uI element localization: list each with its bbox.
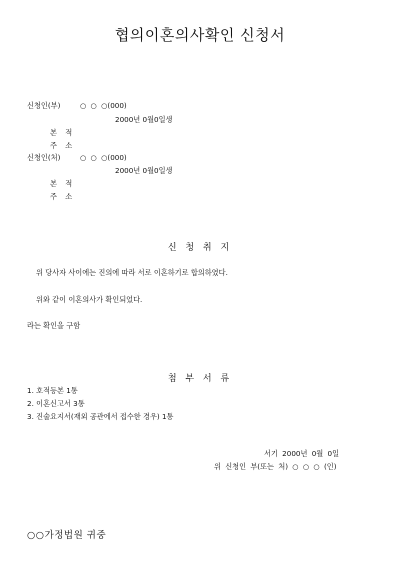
applicant-wife-birth: 2000년 0월0일생 <box>115 166 173 175</box>
purpose-line-2: 위와 같이 이혼의사가 확인되었다. <box>36 295 143 304</box>
attachments-heading: 첨 부 서 류 <box>167 374 233 384</box>
attachment-item: 3. 진술요지서(재외 공관에서 접수한 경우) 1통 <box>27 412 174 421</box>
signature-signer: 위 신청인 부(또는 처) ○ ○ ○ (인) <box>214 462 337 471</box>
applicant-husband-address-label: 주 소 <box>50 141 73 150</box>
applicant-wife-domicile-label: 본 적 <box>50 179 73 188</box>
attachment-item: 2. 이혼신고서 3통 <box>27 399 85 408</box>
applicant-wife-address-label: 주 소 <box>50 192 73 201</box>
purpose-line-3: 라는 확인을 구함 <box>27 321 81 330</box>
purpose-line-1: 위 당사자 사이에는 진의에 따라 서로 이혼하기로 합의하였다. <box>36 268 228 277</box>
document-title: 협의이혼의사확인 신청서 <box>114 26 286 44</box>
purpose-heading: 신 청 취 지 <box>167 243 233 253</box>
attachment-item: 1. 호적등본 1통 <box>27 386 78 395</box>
signature-date: 서기 2000년 0월 0일 <box>264 449 340 458</box>
court-addressee: ○○가정법원 귀중 <box>27 530 107 541</box>
applicant-husband-domicile-label: 본 적 <box>50 128 73 137</box>
applicant-husband-label: 신청인(부) <box>27 101 61 110</box>
applicant-wife-label: 신청인(처) <box>27 153 61 162</box>
applicant-husband-name: ○ ○ ○(000) <box>80 101 127 110</box>
applicant-wife-name: ○ ○ ○(000) <box>80 153 127 162</box>
applicant-husband-birth: 2000년 0월0일생 <box>115 115 173 124</box>
